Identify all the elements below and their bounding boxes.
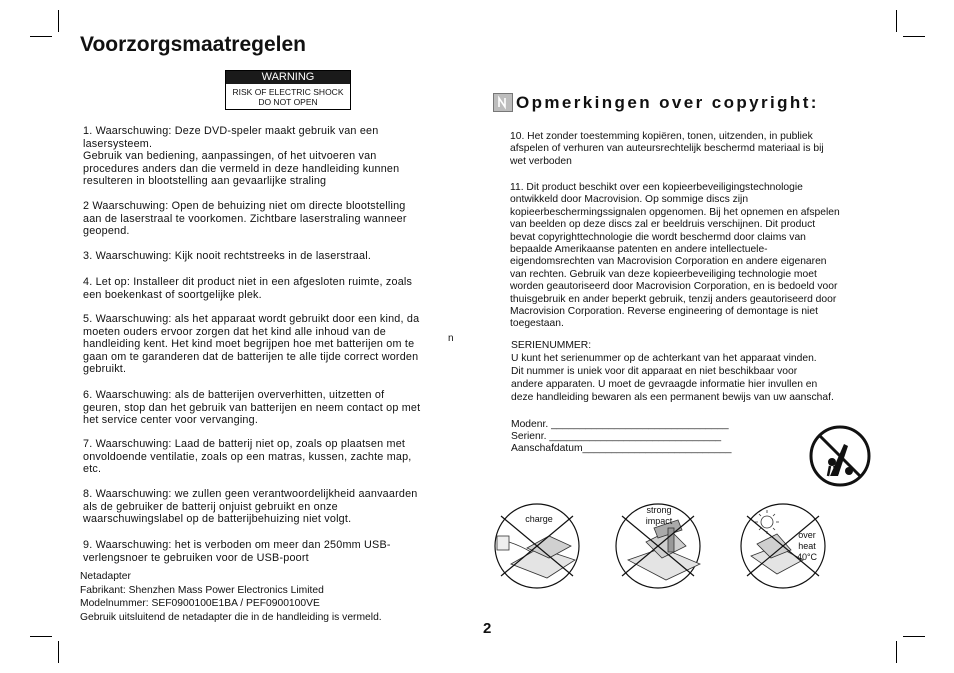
warning-item	[83, 313, 453, 376]
copyright-line: wet verboden	[510, 155, 572, 167]
warning-line: 1. Waarschuwing: Deze DVD-speler maakt gebruik van een	[83, 125, 379, 137]
copyright-line: van beelden op deze discs zal er beeldruis verschijnen. Dit product	[510, 219, 816, 231]
serial-line: deze handleiding bewaren als een permanent bewijs van uw aanschaf.	[511, 392, 834, 403]
tip-over-warning-icon	[808, 424, 872, 488]
warning-line: waarschuwingslabel op de batterijbehuizing niet volgt.	[83, 513, 352, 526]
warning-line: 2 Waarschuwing: Open de behuizing niet om directe blootstelling	[83, 200, 406, 212]
crop-mark	[58, 641, 59, 663]
netadapter-line: Modelnummer: SEF0900100E1BA / PEF0900100VE	[80, 598, 320, 610]
copyright-line: bepaalde Amerikaanse patenten en andere intellectuele-	[510, 244, 768, 256]
warning-item	[83, 125, 453, 188]
copyright-line: thuisgebruik en ander beperkt gebruik, tenzij anders geautoriseerd door	[510, 293, 837, 305]
warning-line: procedures anders dan die vermeld in deze handleiding kunnen	[83, 162, 400, 175]
strong-impact-warning-icon	[608, 502, 708, 590]
serial-line: U kunt het serienummer op de achterkant van het apparaat vinden.	[511, 353, 817, 364]
warning-line: het service center voor vervanging.	[83, 414, 259, 427]
over-heat-label: over	[798, 530, 816, 540]
serial-line: andere apparaten. U moet de gevraagde informatie hier invullen en	[511, 379, 818, 390]
warning-line: gaan om te garanderen dat de batterijen te alle tijde correct worden	[83, 350, 419, 363]
warning-line: etc.	[83, 463, 102, 476]
netadapter-line: Fabrikant: Shenzhen Mass Power Electronics Limited	[80, 584, 324, 596]
warning-line: 6. Waarschuwing: als de batterijen oververhitten, uitzetten of	[83, 389, 385, 401]
warning-line: geuren, stop dan het gebruik van batterijen en neem contact op met	[83, 401, 421, 414]
copyright-item	[510, 182, 872, 331]
serial-heading: SERIENUMMER:	[511, 340, 592, 351]
serial-line: Dit nummer is uniek voor dit apparaat en niet beschikbaar voor	[511, 366, 798, 377]
netadapter-line: Netadapter	[80, 571, 131, 582]
copyright-line: Macrovision Corporation. Reverse engineering of demontage is niet	[510, 306, 818, 318]
strong-impact-label: strong	[646, 505, 672, 515]
warning-line: lasersysteem.	[83, 137, 153, 150]
charge-warning-icon	[487, 502, 587, 590]
copyright-line: bevat copyrighttechnologie die wordt beschermd door claims van	[510, 231, 806, 243]
warning-line: 3. Waarschuwing: Kijk nooit rechtstreeks in de laserstraal.	[83, 250, 372, 262]
fill-in-field: Serienr. ______________________________	[511, 431, 722, 443]
copyright-line: van rechten. Gebruik van deze kopieerbeveiliging technologie moet	[510, 268, 817, 280]
stray-character: n	[448, 333, 454, 344]
copyright-line: worden geautoriseerd door Macrovision Corporation, en is bedoeld voor	[510, 281, 838, 293]
warning-item	[83, 539, 453, 564]
netadapter-info	[80, 570, 440, 624]
warning-line: aan de laserstraal te voorkomen. Zichtbare laserstraling wanneer	[83, 212, 407, 225]
warning-line: handleiding kent. Het kind moet begrijpen hoe met batterijen om te	[83, 338, 415, 351]
crop-mark	[903, 636, 925, 637]
warning-line: 8. Waarschuwing: we zullen geen verantwoordelijkheid aanvaarden	[83, 488, 418, 500]
page-title: Voorzorgsmaatregelen	[80, 33, 307, 56]
warning-item	[83, 389, 453, 427]
warning-line: verlengsnoer te gebruiken voor de USB-poort	[83, 551, 309, 564]
note-icon-glyph	[494, 94, 512, 111]
crop-mark	[896, 641, 897, 663]
warning-line: moeten ouders ervoor zorgen dat het kind alle inhoud van de	[83, 325, 386, 338]
warning-line: geopend.	[83, 225, 130, 238]
fill-in-fields	[511, 419, 791, 456]
warning-line: 5. Waarschuwing: als het apparaat wordt gebruikt door een kind, da	[83, 313, 420, 325]
fill-in-field: Aanschafdatum__________________________	[511, 443, 732, 455]
crop-mark	[30, 36, 52, 37]
note-icon	[493, 93, 513, 112]
crop-mark	[58, 10, 59, 32]
copyright-line: ontwikkeld door Macrovision. Op sommige discs zijn	[510, 194, 749, 206]
warning-line: 4. Let op: Installeer dit product niet in een afgesloten ruimte, zoals	[83, 276, 413, 288]
charge-label: charge	[525, 514, 553, 524]
warning-item	[83, 276, 453, 301]
copyright-line: toegestaan.	[510, 318, 564, 330]
warning-label-header: WARNING	[226, 71, 350, 84]
page-number: 2	[483, 620, 492, 637]
warning-label	[225, 70, 351, 110]
crop-mark	[903, 36, 925, 37]
over-heat-warning-icon	[733, 502, 833, 590]
copyright-line: 10. Het zonder toestemming kopiëren, tonen, uitzenden, in publiek	[510, 131, 813, 142]
warning-line: een boekenkast of soortgelijke plek.	[83, 288, 262, 301]
warning-line: Gebruik van bediening, aanpassingen, of het uitvoeren van	[83, 150, 377, 163]
strong-impact-label: impact	[645, 516, 673, 526]
warning-label-line: RISK OF ELECTRIC SHOCK	[232, 87, 344, 97]
copyright-line: 11. Dit product beschikt over een kopieerbeveiligingstechnologie	[510, 182, 803, 193]
fill-in-field: Modenr. _______________________________	[511, 419, 729, 430]
warning-line: 7. Waarschuwing: Laad de batterij niet op, zoals op plaatsen met	[83, 438, 406, 450]
copyright-item	[510, 131, 872, 168]
crop-mark	[896, 10, 897, 32]
warning-line: onvoldoende ventilatie, zoals op een matras, kussen, zachte map,	[83, 450, 412, 463]
warning-item	[83, 488, 453, 526]
copyright-line: eigendomsrechten van Macrovision Corporation en andere eigenaren	[510, 256, 827, 268]
over-heat-label: 40°C	[796, 552, 818, 562]
warning-line: als de gebruiker de batterij onjuist gebruikt en onze	[83, 500, 338, 513]
netadapter-line: Gebruik uitsluitend de netadapter die in de handleiding is vermeld.	[80, 611, 382, 623]
copyright-heading: Opmerkingen over copyright:	[516, 93, 819, 112]
warning-line: resulteren in blootstelling aan gevaarlijke straling	[83, 175, 327, 188]
warning-item	[83, 250, 453, 263]
over-heat-label: heat	[798, 541, 816, 551]
warning-line: gebruikt.	[83, 363, 127, 376]
warning-label-line: DO NOT OPEN	[258, 97, 318, 107]
crop-mark	[30, 636, 52, 637]
copyright-line: afspelen of verhuren van auteursrechtelijk beschermd materiaal is bij	[510, 143, 824, 155]
warning-item	[83, 438, 453, 476]
warning-line: 9. Waarschuwing: het is verboden om meer dan 250mm USB-	[83, 539, 391, 551]
serial-section	[511, 339, 871, 404]
warning-item	[83, 200, 453, 238]
copyright-line: kopieerbeschermingssignalen opgenomen. Bij het opnemen en afspelen	[510, 206, 840, 218]
